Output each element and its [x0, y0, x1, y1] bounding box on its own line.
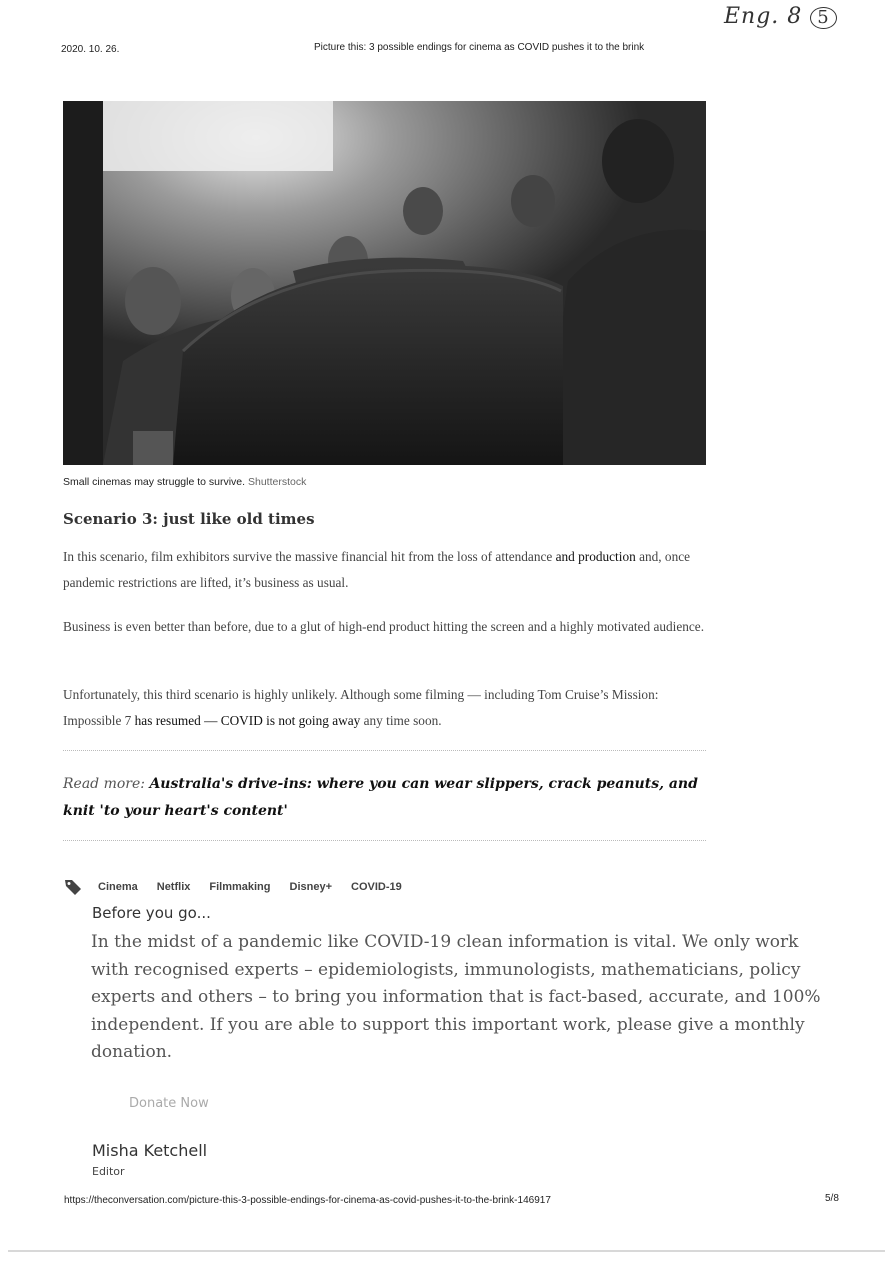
- read-more-label: Read more:: [63, 776, 145, 792]
- tag-filmmaking[interactable]: Filmmaking: [209, 881, 271, 893]
- editor-name: Misha Ketchell: [92, 1141, 208, 1160]
- tag-covid-19[interactable]: COVID-19: [351, 881, 402, 893]
- handwritten-circled-number: 5: [810, 7, 836, 29]
- photo-caption: [63, 476, 306, 488]
- photo-credit-link[interactable]: Shutterstock: [248, 476, 307, 488]
- caption-text: Small cinemas may struggle to survive.: [63, 476, 246, 488]
- read-more-box: [63, 771, 713, 825]
- tag-netflix[interactable]: Netflix: [156, 881, 191, 893]
- tag-disney-plus[interactable]: Disney+: [289, 881, 332, 893]
- paragraph-text: and, once pandemic restrictions are lifted, it’s business as usual.: [63, 549, 691, 590]
- cinema-audience-photo: [63, 101, 706, 465]
- tag-cinema[interactable]: Cinema: [98, 881, 138, 893]
- read-more-link[interactable]: Australia's drive-ins: where you can wear slippers, crack peanuts, and knit 'to your heart's content': [63, 776, 698, 819]
- print-page-number: 5/8: [825, 1193, 839, 1204]
- print-date: 2020. 10. 26.: [61, 44, 120, 55]
- paragraph-text: In this scenario, film exhibitors survive the massive financial hit from the loss of attendance: [63, 549, 556, 564]
- scenario-paragraph-3: [63, 682, 713, 734]
- cinema-photo-illustration: [63, 101, 706, 465]
- donate-button[interactable]: Donate Now: [129, 1096, 209, 1111]
- before-you-go-heading: Before you go...: [92, 904, 211, 922]
- divider: [63, 750, 706, 751]
- inline-link-production[interactable]: and production: [555, 549, 636, 564]
- divider: [63, 840, 706, 841]
- paragraph-text: Unfortunately, this third scenario is highly unlikely. Although some filming — including Tom Cruise’s Mission: Impossible 7: [63, 687, 659, 728]
- topic-tags: [64, 878, 421, 896]
- scan-edge-divider: [8, 1250, 885, 1252]
- print-page-title: Picture this: 3 possible endings for cinema as COVID pushes it to the brink: [314, 42, 645, 53]
- handwritten-note-text: Eng. 8: [724, 4, 803, 29]
- before-you-go-body: In the midst of a pandemic like COVID-19 clean information is vital. We only work with recognised experts – epidemiologists, immunologists, mathematicians, policy experts and others – to bring you information that is fact-based, accurate, and 100% independent. If you are able to support this important work, please give a monthly donation.: [91, 932, 821, 1062]
- handwritten-note: [724, 4, 837, 29]
- tag-icon: [64, 878, 82, 896]
- scenario-paragraph-2: Business is even better than before, due to a glut of high-end product hitting the screen and a highly motivated audience.: [63, 619, 705, 634]
- scenario-heading: Scenario 3: just like old times: [63, 510, 315, 528]
- inline-link-covid[interactable]: has resumed — COVID is not going away: [134, 713, 361, 728]
- print-footer-url: https://theconversation.com/picture-this-3-possible-endings-for-cinema-as-covid-pushes-it-to-the-brink-146917: [64, 1195, 551, 1206]
- scenario-paragraph-1: [63, 544, 713, 596]
- paragraph-text: any time soon.: [360, 713, 442, 728]
- editor-role: Editor: [92, 1165, 125, 1178]
